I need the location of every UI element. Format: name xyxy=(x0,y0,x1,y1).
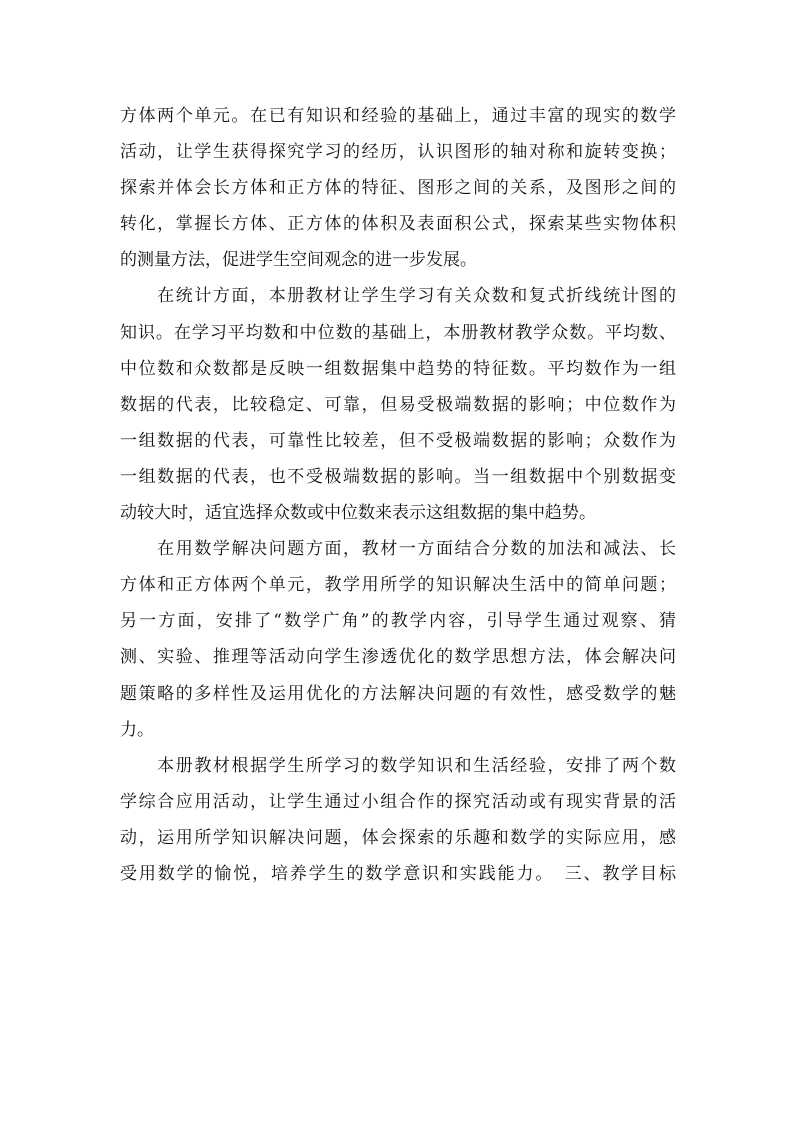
text-line: 一组数据的代表，也不受极端数据的影响。当一组数据中个别数据变 xyxy=(120,466,676,487)
text-line: 在统计方面，本册教材让学生学习有关众数和复式折线统计图的 xyxy=(120,286,676,307)
text-line: 探索并体会长方体和正方体的特征、图形之间的关系，及图形之间的 xyxy=(120,178,676,199)
text-line: 本册教材根据学生所学习的数学知识和生活经验，安排了两个数 xyxy=(120,755,676,776)
text-line: 中位数和众数都是反映一组数据集中趋势的特征数。平均数作为一组 xyxy=(120,358,676,379)
document-body xyxy=(120,101,676,895)
text-line: 学综合应用活动，让学生通过小组合作的探究活动或有现实背景的活 xyxy=(120,791,676,812)
text-line: 转化，掌握长方体、正方体的体积及表面积公式，探索某些实物体积 xyxy=(120,214,676,235)
paragraph-application-activities xyxy=(120,751,676,895)
text-line: 力。 xyxy=(120,719,154,740)
text-line: 的测量方法，促进学生空间观念的进一步发展。 xyxy=(120,250,477,271)
text-line: 动，运用所学知识解决问题，体会探索的乐趣和数学的实际应用，感 xyxy=(120,827,676,848)
text-line: 在用数学解决问题方面，教材一方面结合分数的加法和减法、长 xyxy=(120,539,676,560)
text-line: 另一方面，安排了“数学广角”的教学内容，引导学生通过观察、猜 xyxy=(120,611,676,632)
paragraph-statistics xyxy=(120,281,676,534)
text-line: 题策略的多样性及运用优化的方法解决问题的有效性，感受数学的魅 xyxy=(120,683,676,704)
text-line: 活动，让学生获得探究学习的经历，认识图形的轴对称和旋转变换； xyxy=(120,142,676,163)
text-line: 方体两个单元。在已有知识和经验的基础上，通过丰富的现实的数学 xyxy=(120,106,676,126)
text-line: 数据的代表，比较稳定、可靠，但易受极端数据的影响；中位数作为 xyxy=(120,394,676,415)
text-line: 知识。在学习平均数和中位数的基础上，本册教材教学众数。平均数、 xyxy=(120,322,676,343)
text-line: 测、实验、推理等活动向学生渗透优化的数学思想方法，体会解决问 xyxy=(120,647,676,668)
text-line: 方体和正方体两个单元，教学用所学的知识解决生活中的简单问题； xyxy=(120,575,676,596)
text-line: 动较大时，适宜选择众数或中位数来表示这组数据的集中趋势。 xyxy=(120,503,596,524)
text-line: 受用数学的愉悦，培养学生的数学意识和实践能力。 三、教学目标 xyxy=(120,863,676,884)
paragraph-problem-solving xyxy=(120,534,676,751)
paragraph-space-geometry xyxy=(120,101,676,281)
text-line: 一组数据的代表，可靠性比较差，但不受极端数据的影响；众数作为 xyxy=(120,430,676,451)
